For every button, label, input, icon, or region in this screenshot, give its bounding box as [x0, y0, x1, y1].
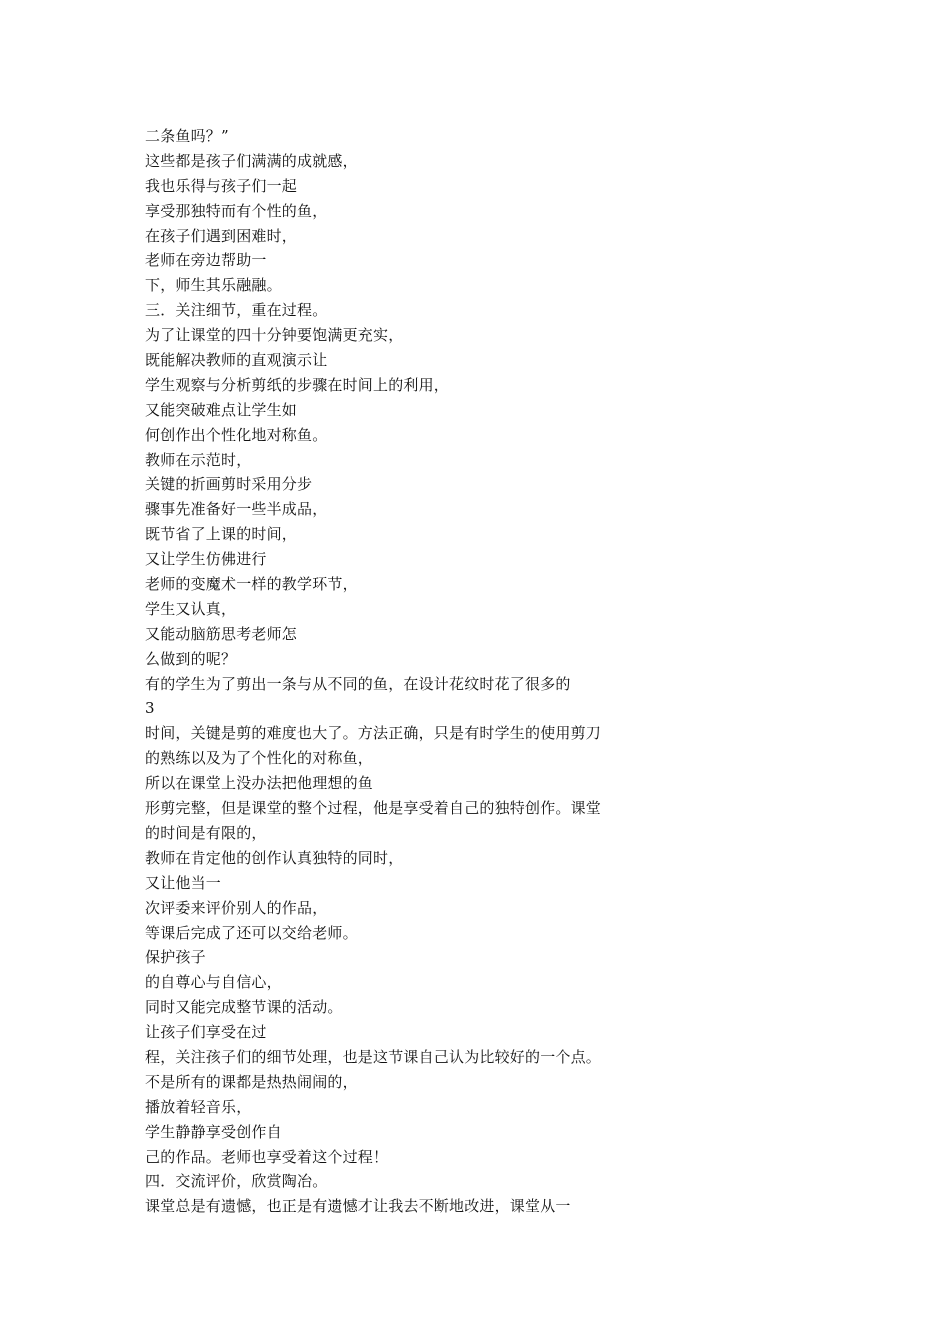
- text-line: 有的学生为了剪出一条与从不同的鱼，在设计花纹时花了很多的: [145, 674, 571, 693]
- text-line: 老师的变魔术一样的教学环节，: [145, 575, 358, 594]
- text-line: 既能解决教师的直观演示让: [145, 351, 328, 370]
- text-line: 在孩子们遇到困难时，: [145, 226, 298, 245]
- text-line: 老师在旁边帮助一: [145, 251, 267, 270]
- text-line: 为了让课堂的四十分钟要饱满更充实，: [145, 326, 404, 345]
- page-number: 3: [145, 699, 155, 718]
- text-line: 又能动脑筋思考老师怎: [145, 624, 298, 643]
- text-line: 学生又认真，: [145, 599, 237, 618]
- text-line: 又能突破难点让学生如: [145, 400, 298, 419]
- text-line: 所以在课堂上没办法把他理想的鱼: [145, 774, 374, 793]
- text-line: 教师在肯定他的创作认真独特的同时，: [145, 848, 404, 867]
- text-line: 让孩子们享受在过: [145, 1023, 267, 1042]
- text-line: 这些都是孩子们满满的成就感，: [145, 151, 358, 170]
- text-line: 学生静静享受创作自: [145, 1122, 282, 1141]
- text-line: 形剪完整，但是课堂的整个过程，他是享受着自己的独特创作。课堂: [145, 799, 602, 818]
- text-line: 既节省了上课的时间，: [145, 525, 298, 544]
- text-line: 享受那独特而有个性的鱼，: [145, 201, 328, 220]
- document-body: [145, 124, 705, 1219]
- text-line: 何创作出个性化地对称鱼。: [145, 425, 328, 444]
- text-line: 保护孩子: [145, 948, 206, 967]
- text-line: 二条鱼吗？”: [145, 127, 229, 145]
- text-line: 学生观察与分析剪纸的步骤在时间上的利用，: [145, 375, 450, 394]
- text-line: 的熟练以及为了个性化的对称鱼，: [145, 749, 374, 768]
- text-line: 关键的折画剪时采用分步: [145, 475, 313, 494]
- text-line: 又让学生仿佛进行: [145, 550, 267, 569]
- text-line: 课堂总是有遗憾，也正是有遗憾才让我去不断地改进，课堂从一: [145, 1197, 571, 1216]
- text-line: 我也乐得与孩子们一起: [145, 176, 298, 195]
- section-heading: 三．关注细节，重在过程。: [145, 301, 328, 320]
- text-line: 的时间是有限的，: [145, 823, 267, 842]
- text-line: 又让他当一: [145, 873, 222, 892]
- section-heading: 四．交流评价，欣赏陶冶。: [145, 1172, 328, 1191]
- text-line: 不是所有的课都是热热闹闹的，: [145, 1072, 358, 1091]
- text-line: 等课后完成了还可以交给老师。: [145, 923, 358, 942]
- text-line: 程，关注孩子们的细节处理，也是这节课自己认为比较好的一个点。: [145, 1047, 602, 1066]
- text-line: 己的作品。老师也享受着这个过程！: [145, 1147, 389, 1166]
- text-line: 同时又能完成整节课的活动。: [145, 998, 343, 1017]
- text-line: 播放着轻音乐，: [145, 1097, 252, 1116]
- text-line: 骤事先准备好一些半成品，: [145, 500, 328, 519]
- text-line: 下，师生其乐融融。: [145, 276, 282, 295]
- text-line: 的自尊心与自信心，: [145, 973, 282, 992]
- text-line: 么做到的呢？: [145, 649, 237, 668]
- text-line: 时间，关键是剪的难度也大了。方法正确，只是有时学生的使用剪刀: [145, 724, 602, 743]
- text-line: 教师在示范时，: [145, 450, 252, 469]
- text-line: 次评委来评价别人的作品，: [145, 898, 328, 917]
